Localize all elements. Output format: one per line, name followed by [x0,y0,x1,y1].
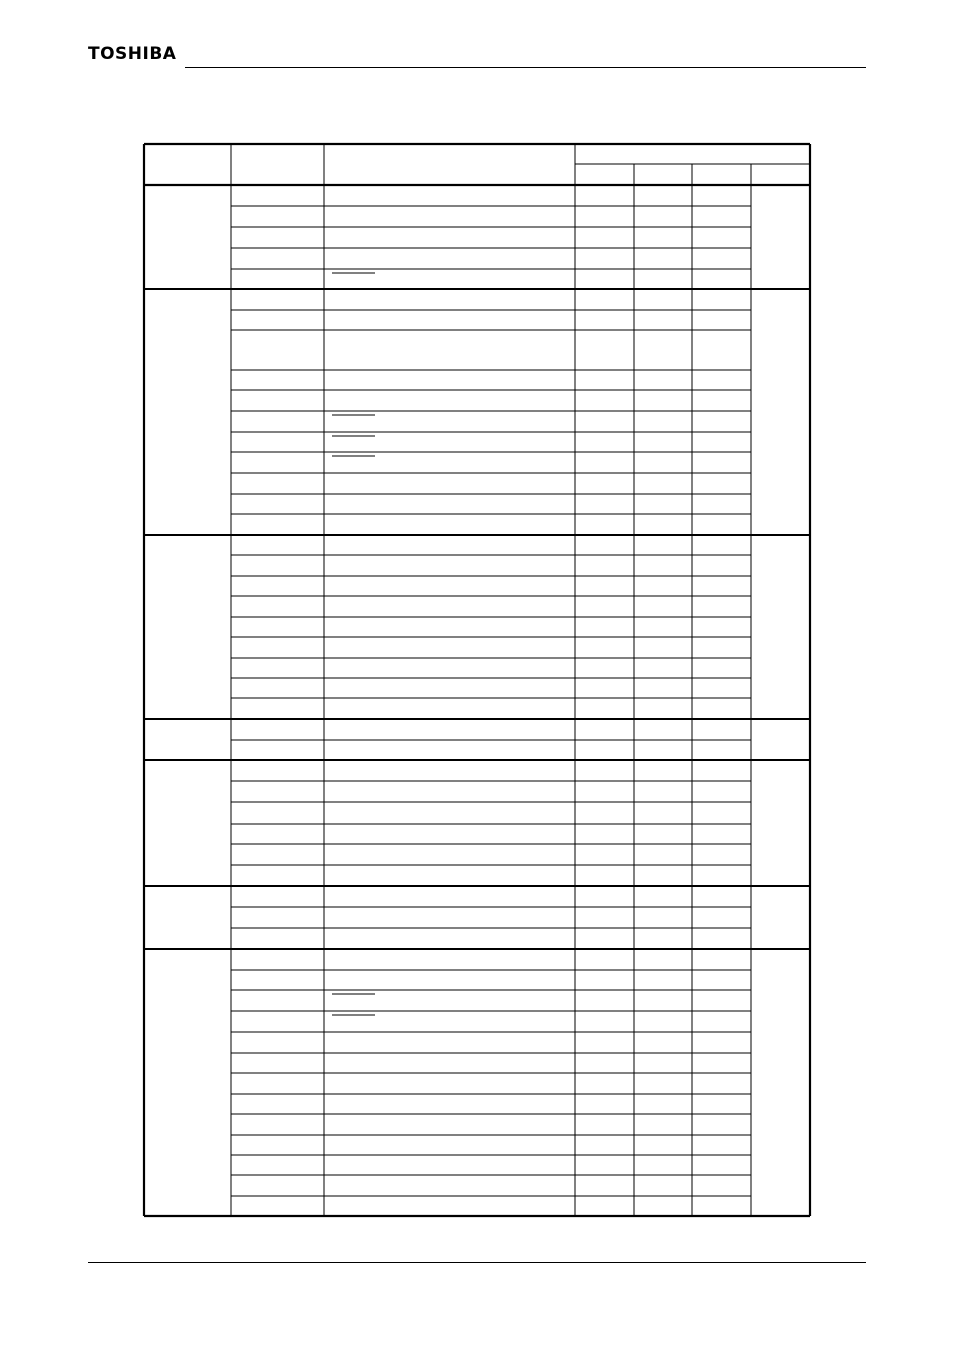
toshiba-logo: TOSHIBA [88,44,177,64]
footer-rule [88,1262,866,1263]
table-rules [144,144,810,1216]
